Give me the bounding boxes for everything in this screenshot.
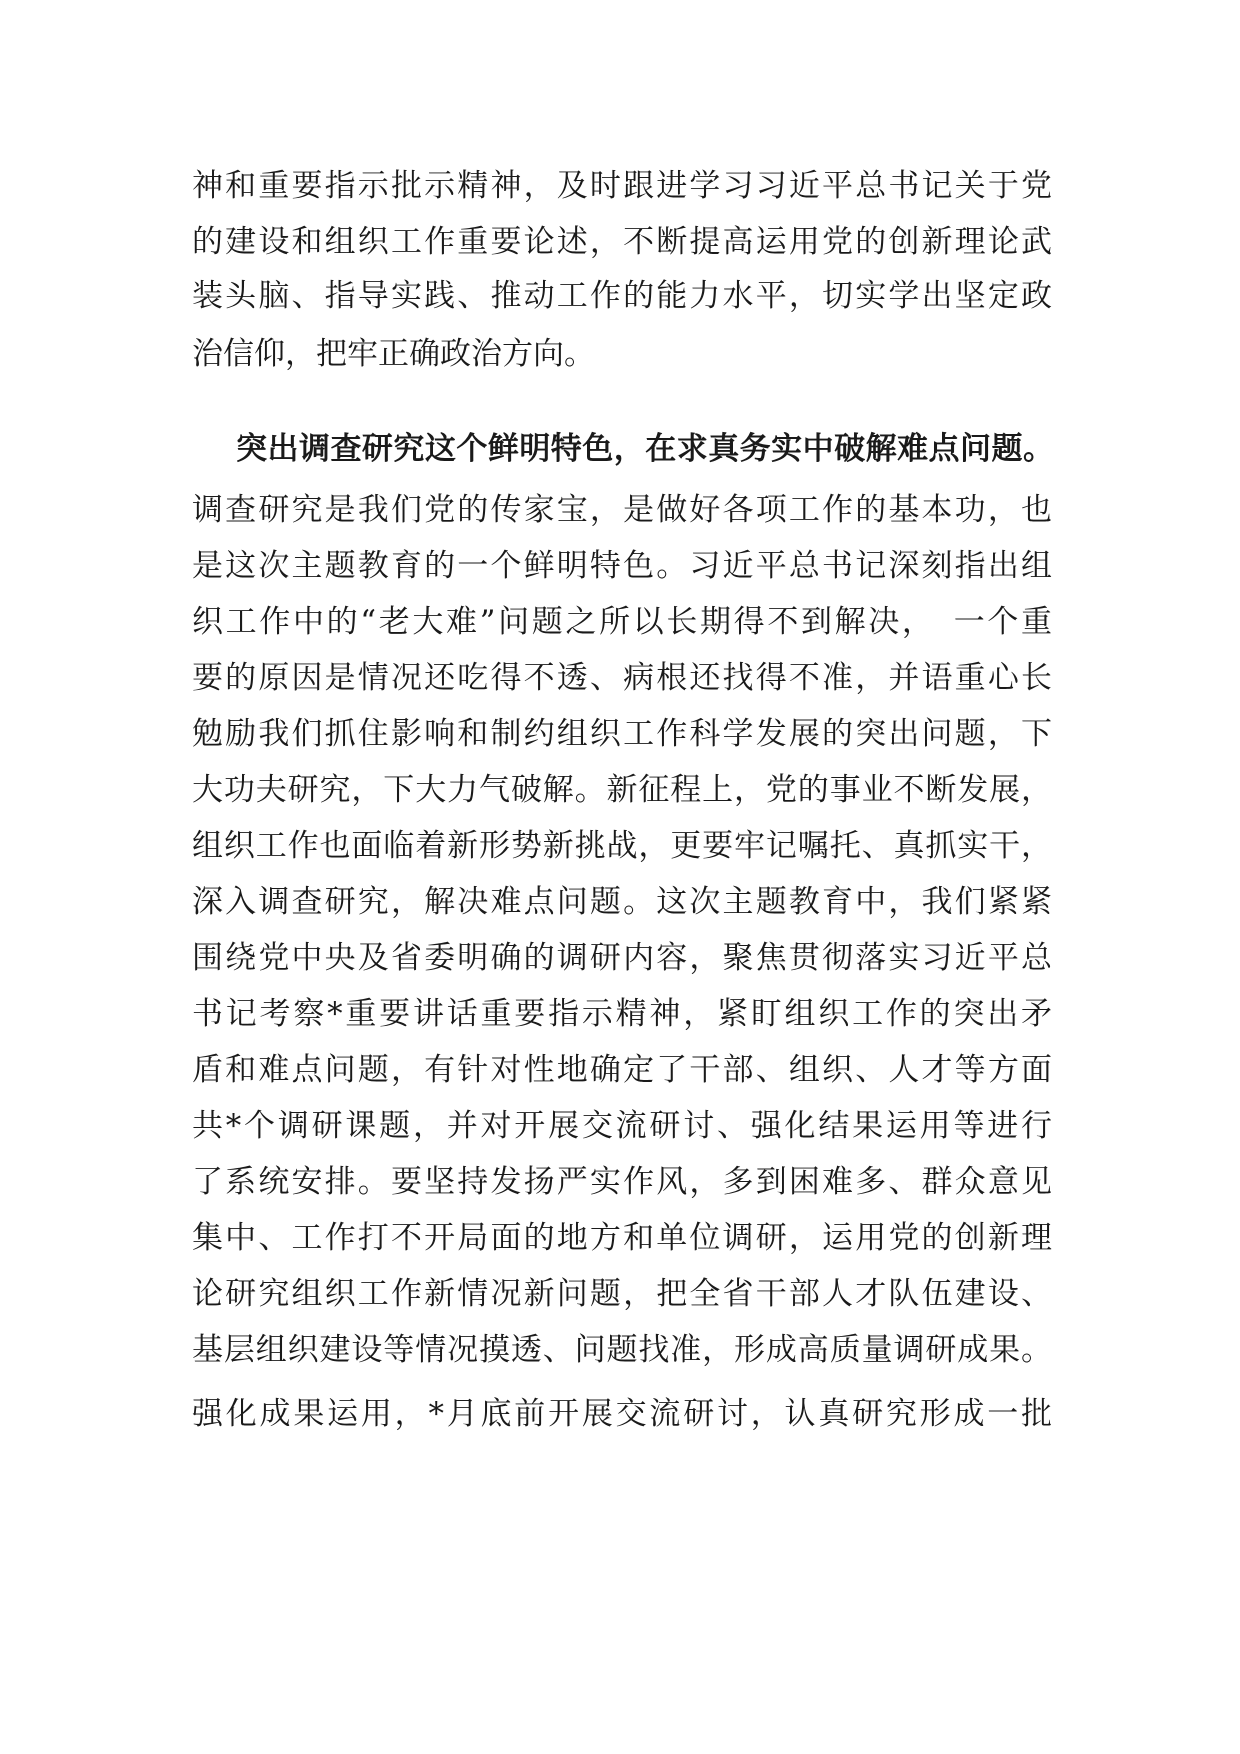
text-line: 论研究组织工作新情况新问题，把全省干部人才队伍建设、 xyxy=(192,1276,1052,1312)
text-line: 共*个调研课题，并对开展交流研讨、强化结果运用等进行 xyxy=(192,1108,1052,1144)
text-line: 大功夫研究，下大力气破解。新征程上，党的事业不断发展， xyxy=(192,772,1052,808)
text-line: 装头脑、指导实践、推动工作的能力水平，切实学出坚定政 xyxy=(192,278,1052,314)
text-line: 了系统安排。要坚持发扬严实作风，多到困难多、群众意见 xyxy=(192,1164,1052,1200)
text-line: 集中、工作打不开局面的地方和单位调研，运用党的创新理 xyxy=(192,1220,1052,1256)
text-line: 神和重要指示批示精神，及时跟进学习习近平总书记关于党 xyxy=(192,168,1052,204)
text-line: 书记考察*重要讲话重要指示精神，紧盯组织工作的突出矛 xyxy=(192,996,1052,1032)
text-line: 调查研究是我们党的传家宝，是做好各项工作的基本功，也 xyxy=(192,492,1052,528)
text-line: 围绕党中央及省委明确的调研内容，聚焦贯彻落实习近平总 xyxy=(192,940,1052,976)
text-line: 勉励我们抓住影响和制约组织工作科学发展的突出问题，下 xyxy=(192,716,1052,752)
text-line: 要的原因是情况还吃得不透、病根还找得不准，并语重心长 xyxy=(192,660,1052,696)
text-line: 深入调查研究，解决难点问题。这次主题教育中，我们紧紧 xyxy=(192,884,1052,920)
text-line: 的建设和组织工作重要论述，不断提高运用党的创新理论武 xyxy=(192,224,1052,260)
text-line: 组织工作也面临着新形势新挑战，更要牢记嘱托、真抓实干， xyxy=(192,828,1052,864)
text-line: 是这次主题教育的一个鲜明特色。习近平总书记深刻指出组 xyxy=(192,548,1052,584)
text-line: 强化成果运用，*月底前开展交流研讨，认真研究形成一批 xyxy=(192,1396,1052,1432)
text-line: 基层组织建设等情况摸透、问题找准，形成高质量调研成果。 xyxy=(192,1332,1052,1368)
text-line: 治信仰，把牢正确政治方向。 xyxy=(192,336,595,372)
text-line: 盾和难点问题，有针对性地确定了干部、组织、人才等方面 xyxy=(192,1052,1052,1088)
section-heading: 突出调查研究这个鲜明特色，在求真务实中破解难点问题。 xyxy=(236,431,1054,467)
text-line: 织工作中的“老大难”问题之所以长期得不到解决， 一个重 xyxy=(192,604,1052,640)
